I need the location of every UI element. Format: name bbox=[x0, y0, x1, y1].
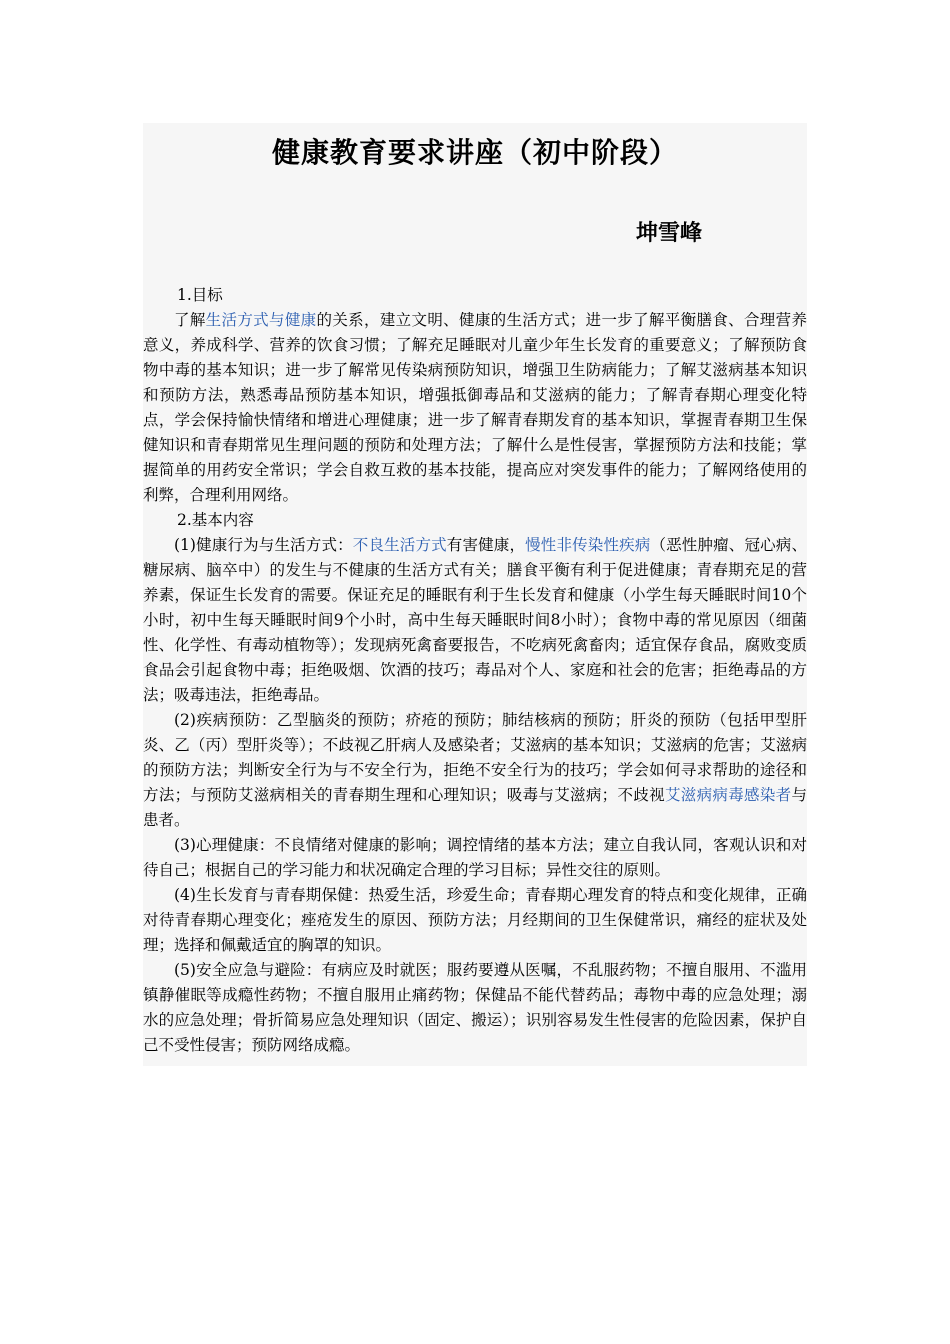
section-heading-content: 2.基本内容 bbox=[177, 511, 254, 529]
goal-paragraph: 了解生活方式与健康的关系，建立文明、健康的生活方式；进一步了解平衡膳食、合理营养意义，养成科学、营养的饮食习惯；了解充足睡眠对儿童少年生长发育的重要意义；了解预防食物中毒的基本知识；进一步了解常见传染病预防知识，增强卫生防病能力；了解艾滋病基本知识和预防方法，熟悉毒品预防基本知识，增强抵御毒品和艾滋病的能力；了解青春期心理变化特点，学会保持愉快情绪和增进心理健康；进一步了解青春期发育的基本知识，掌握青春期卫生保健知识和青春期常见生理问题的预防和处理方法；了解什么是性侵害，掌握预防方法和技能；掌握简单的用药安全常识；学会自救互救的基本技能，提高应对突发事件的能力；了解网络使用的利弊，合理利用网络。 bbox=[143, 311, 807, 504]
section-heading-goal: 1.目标 bbox=[177, 286, 223, 304]
content-item-4: (4)生长发育与青春期保健：热爱生活，珍爱生命；青春期心理发育的特点和变化规律，正确对待青春期心理变化；痤疮发生的原因、预防方法；月经期间的卫生保健常识，痛经的症状及处理；选择和佩戴适宜的胸罩的知识。 bbox=[143, 886, 807, 954]
document-content bbox=[143, 283, 807, 1058]
link-bad-lifestyle[interactable]: 不良生活方式 bbox=[352, 536, 447, 554]
document-title: 健康教育要求讲座（初中阶段） bbox=[271, 136, 678, 169]
content-item-3: (3)心理健康：不良情绪对健康的影响；调控情绪的基本方法；建立自我认同，客观认识和对待自己；根据自己的学习能力和状况确定合理的学习目标；异性交往的原则。 bbox=[143, 836, 807, 879]
content-item-1: (1)健康行为与生活方式：不良生活方式有害健康，慢性非传染性疾病（恶性肿瘤、冠心病、糖尿病、脑卒中）的发生与不健康的生活方式有关；膳食平衡有利于促进健康；青春期充足的营养素，保证生长发育的需要。保证充足的睡眠有利于生长发育和健康（小学生每天睡眠时间10个小时，初中生每天睡眠时间9个小时，高中生每天睡眠时间8小时）；食物中毒的常见原因（细菌性、化学性、有毒动植物等）；发现病死禽畜要报告，不吃病死禽畜肉；适宜保存食品，腐败变质食品会引起食物中毒；拒绝吸烟、饮酒的技巧；毒品对个人、家庭和社会的危害；拒绝毒品的方法；吸毒违法，拒绝毒品。 bbox=[143, 536, 807, 704]
content-item-5: (5)安全应急与避险：有病应及时就医；服药要遵从医嘱，不乱服药物；不擅自服用、不滥用镇静催眠等成瘾性药物；不擅自服用止痛药物；保健品不能代替药品；毒物中毒的应急处理；溺水的应急处理；骨折简易应急处理知识（固定、搬运）；识别容易发生性侵害的危险因素，保护自己不受性侵害；预防网络成瘾。 bbox=[143, 961, 807, 1054]
document-block bbox=[143, 123, 807, 1066]
content-item-2: (2)疾病预防：乙型脑炎的预防；疥疮的预防；肺结核病的预防；肝炎的预防（包括甲型肝炎、乙（丙）型肝炎等）；不歧视乙肝病人及感染者；艾滋病的基本知识；艾滋病的危害；艾滋病的预防方法；判断安全行为与不安全行为，拒绝不安全行为的技巧；学会如何寻求帮助的途径和方法；与预防艾滋病相关的青春期生理和心理知识；吸毒与艾滋病；不歧视艾滋病病毒感染者与患者。 bbox=[143, 711, 807, 829]
link-chronic-disease[interactable]: 慢性非传染性疾病 bbox=[525, 536, 651, 554]
document-author: 坤雪峰 bbox=[636, 221, 703, 246]
link-hiv-infected[interactable]: 艾滋病病毒感染者 bbox=[664, 786, 792, 804]
link-lifestyle-health[interactable]: 生活方式与健康 bbox=[205, 311, 317, 329]
